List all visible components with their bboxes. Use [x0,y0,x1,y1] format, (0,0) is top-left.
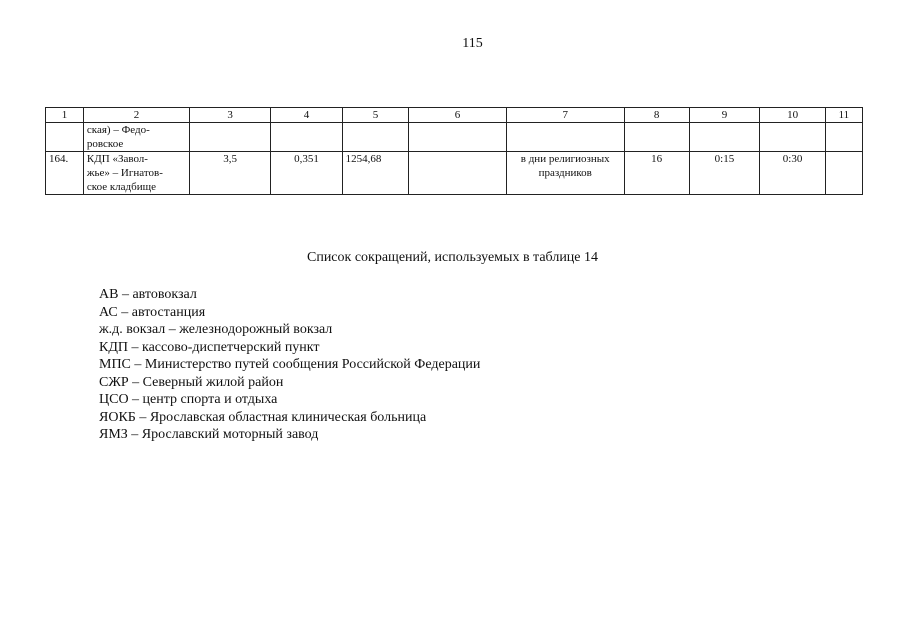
table-cell [271,123,342,152]
abbreviation-item: ЦСО – центр спорта и отдыха [99,392,278,407]
table-cell: 0,351 [271,152,342,195]
table-cell: 1254,68 [342,152,409,195]
table-cell [409,152,506,195]
table-cell [342,123,409,152]
table-cell [409,123,506,152]
page-number: 115 [462,36,483,51]
table-cell [624,123,689,152]
abbreviation-item: АС – автостанция [99,304,206,320]
table-cell [46,123,84,152]
column-header: 1 [46,108,84,123]
column-header: 7 [506,108,624,123]
table-row [46,123,863,152]
table-row [46,152,863,195]
table-cell [760,123,825,152]
table-cell: 0:30 [760,152,825,195]
abbreviation-item: ЯОКБ – Ярославская областная клиническая больница [99,409,427,425]
abbreviation-item: СЖР – Северный жилой район [99,374,284,390]
route-table [45,107,863,195]
table-cell: 3,5 [189,152,270,195]
table-cell [825,152,862,195]
abbreviation-item: КДП – кассово-диспетчерский пункт [99,339,320,355]
column-header: 6 [409,108,506,123]
table-cell [506,123,624,152]
abbreviation-item: АВ – автовокзал [99,287,197,302]
column-header: 11 [825,108,862,123]
table-cell: ская) – Федо- ровское [83,123,189,152]
column-header: 3 [189,108,270,123]
column-header: 10 [760,108,825,123]
table-cell [825,123,862,152]
abbreviation-item: МПС – Министерство путей сообщения Российской Федерации [99,357,481,372]
table-cell: 164. [46,152,84,195]
table-cell: в дни религиозных праздников [506,152,624,195]
column-header: 8 [624,108,689,123]
abbreviations-title: Список сокращений, используемых в таблице 14 [306,250,599,265]
table-cell [689,123,760,152]
table-cell: 16 [624,152,689,195]
table-cell: 0:15 [689,152,760,195]
table-header-row [46,108,863,123]
abbreviations-list [99,286,480,444]
table-cell [189,123,270,152]
abbreviation-item: ЯМЗ – Ярославский моторный завод [99,427,319,442]
table-cell: КДП «Завол- жье» – Игнатов- ское кладбище [83,152,189,195]
abbreviation-item: ж.д. вокзал – железнодорожный вокзал [99,322,333,337]
column-header: 4 [271,108,342,123]
column-header: 5 [342,108,409,123]
column-header: 2 [83,108,189,123]
column-header: 9 [689,108,760,123]
